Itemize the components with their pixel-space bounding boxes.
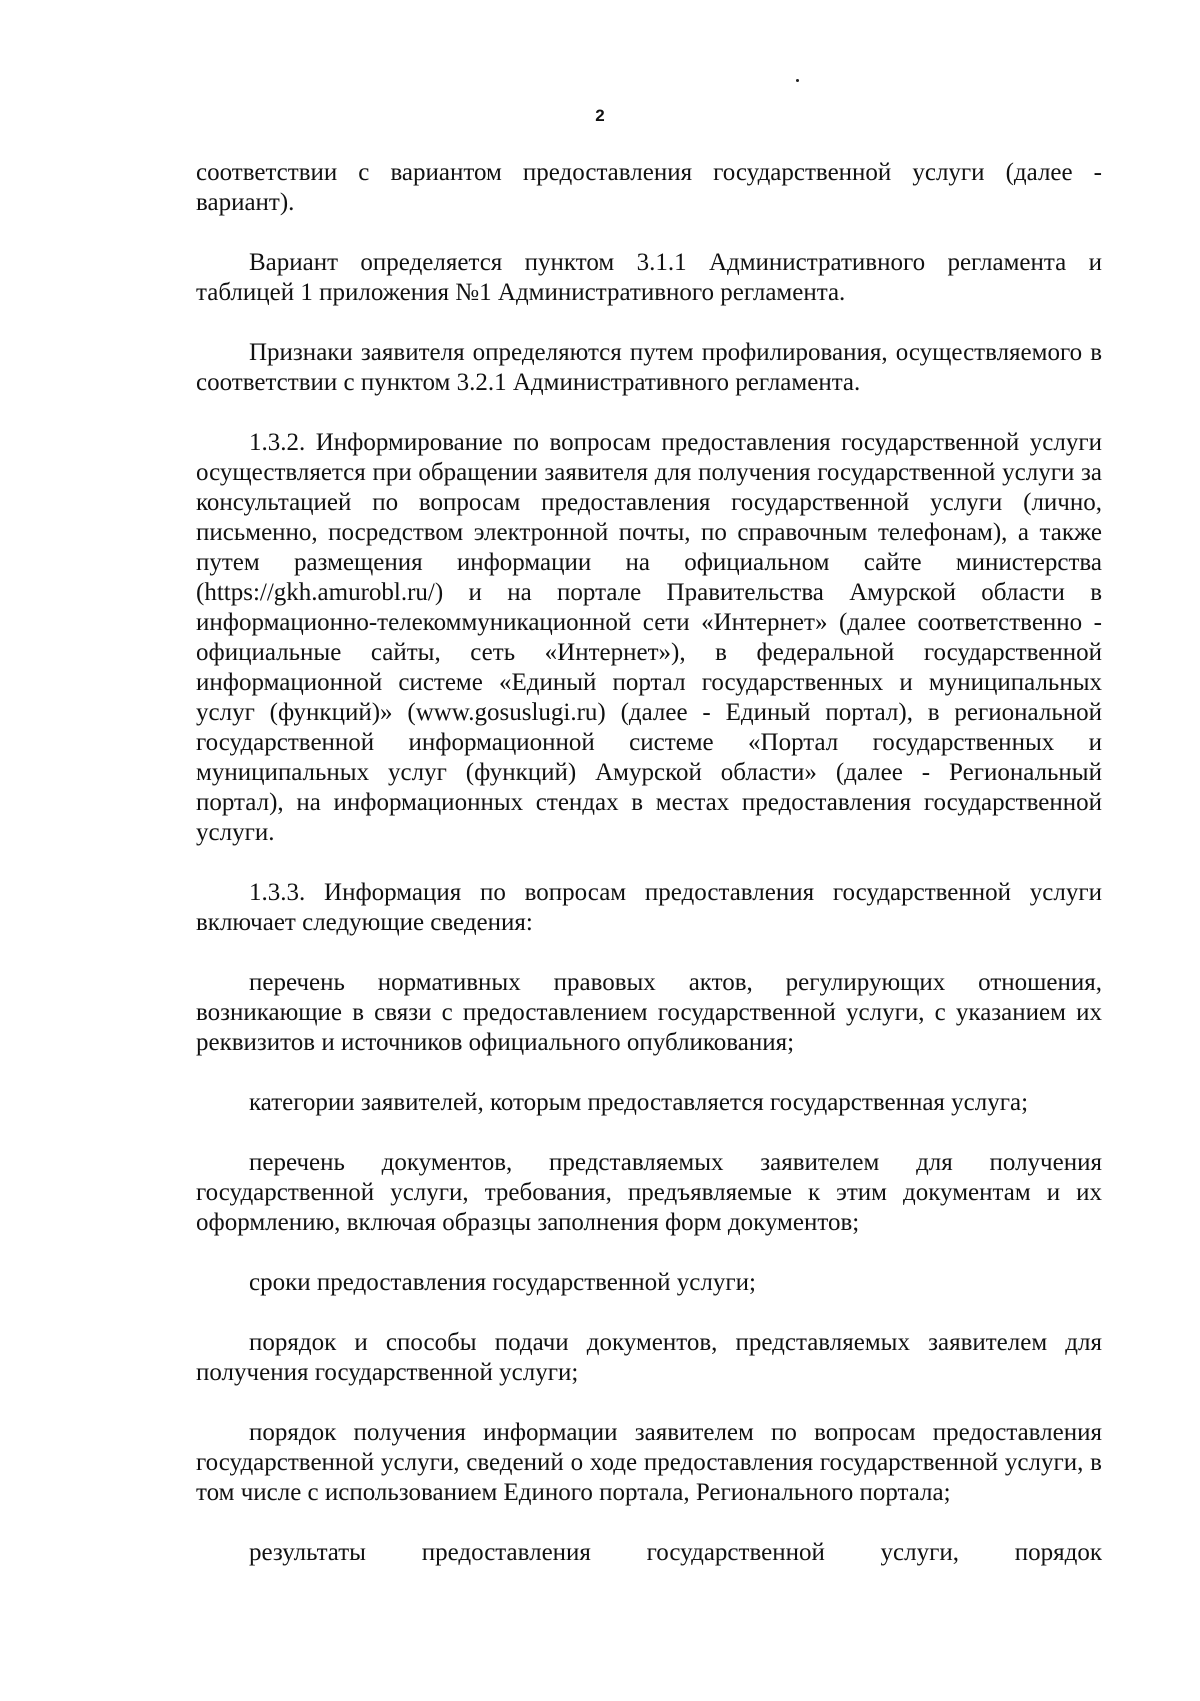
paragraph-variant: Вариант определяется пунктом 3.1.1 Административного регламента и таблицей 1 приложения №1 Административного регламента. (196, 249, 1102, 306)
paragraph-continuation: соответствии с вариантом предоставления государственной услуги (далее - вариант). (196, 159, 1102, 216)
list-item-submission: порядок и способы подачи документов, представляемых заявителем для получения государственной услуги; (196, 1329, 1102, 1386)
list-item-documents: перечень документов, представляемых заявителем для получения государственной услуги, требования, предъявляемые к этим документам и их оформлению, включая образцы заполнения форм документов; (196, 1149, 1102, 1236)
scan-speck (796, 79, 799, 82)
list-item-terms: сроки предоставления государственной услуги; (249, 1269, 756, 1296)
page-number: 2 (595, 106, 605, 125)
paragraph-applicant-attributes: Признаки заявителя определяются путем профилирования, осуществляемого в соответствии с пунктом 3.2.1 Административного регламента. (196, 339, 1102, 396)
paragraph-1-3-2: 1.3.2. Информирование по вопросам предоставления государственной услуги осуществляется при обращении заявителя для получения государственной услуги за консультацией по вопросам предоставления государственной услуги (лично, письменно, посредством электронной почты, по справочным телефонам), а также путем размещения информации на официальном сайте министерства (https://gkh.amurobl.ru/) и на портале Правительства Амурской области в информационно-телекоммуникационной сети «Интернет» (далее соответственно - официальные сайты, сеть «Интернет»), в федеральной государственной информационной системе «Единый портал государственных и муниципальных услуг (функций)» (www.gosuslugi.ru) (далее - Единый портал), в региональной государственной информационной системе «Портал государственных и муниципальных услуг (функций) Амурской области» (далее - Региональный портал), на информационных стендах в местах предоставления государственной услуги. (196, 429, 1102, 846)
list-item-results: результаты предоставления государственной услуги, порядок (249, 1539, 1102, 1566)
list-item-legal-acts: перечень нормативных правовых актов, регулирующих отношения, возникающие в связи с предоставлением государственной услуги, с указанием их реквизитов и источников официального опубликования; (196, 969, 1102, 1056)
list-item-applicant-categories: категории заявителей, которым предоставляется государственная услуга; (249, 1089, 1029, 1116)
document-body (196, 158, 1102, 1598)
paragraph-1-3-3: 1.3.3. Информация по вопросам предоставления государственной услуги включает следующие сведения: (196, 879, 1102, 936)
list-item-information-procedure: порядок получения информации заявителем по вопросам предоставления государственной услуги, сведений о ходе предоставления государственной услуги, в том числе с использованием Единого портала, Регионального портала; (196, 1419, 1102, 1506)
